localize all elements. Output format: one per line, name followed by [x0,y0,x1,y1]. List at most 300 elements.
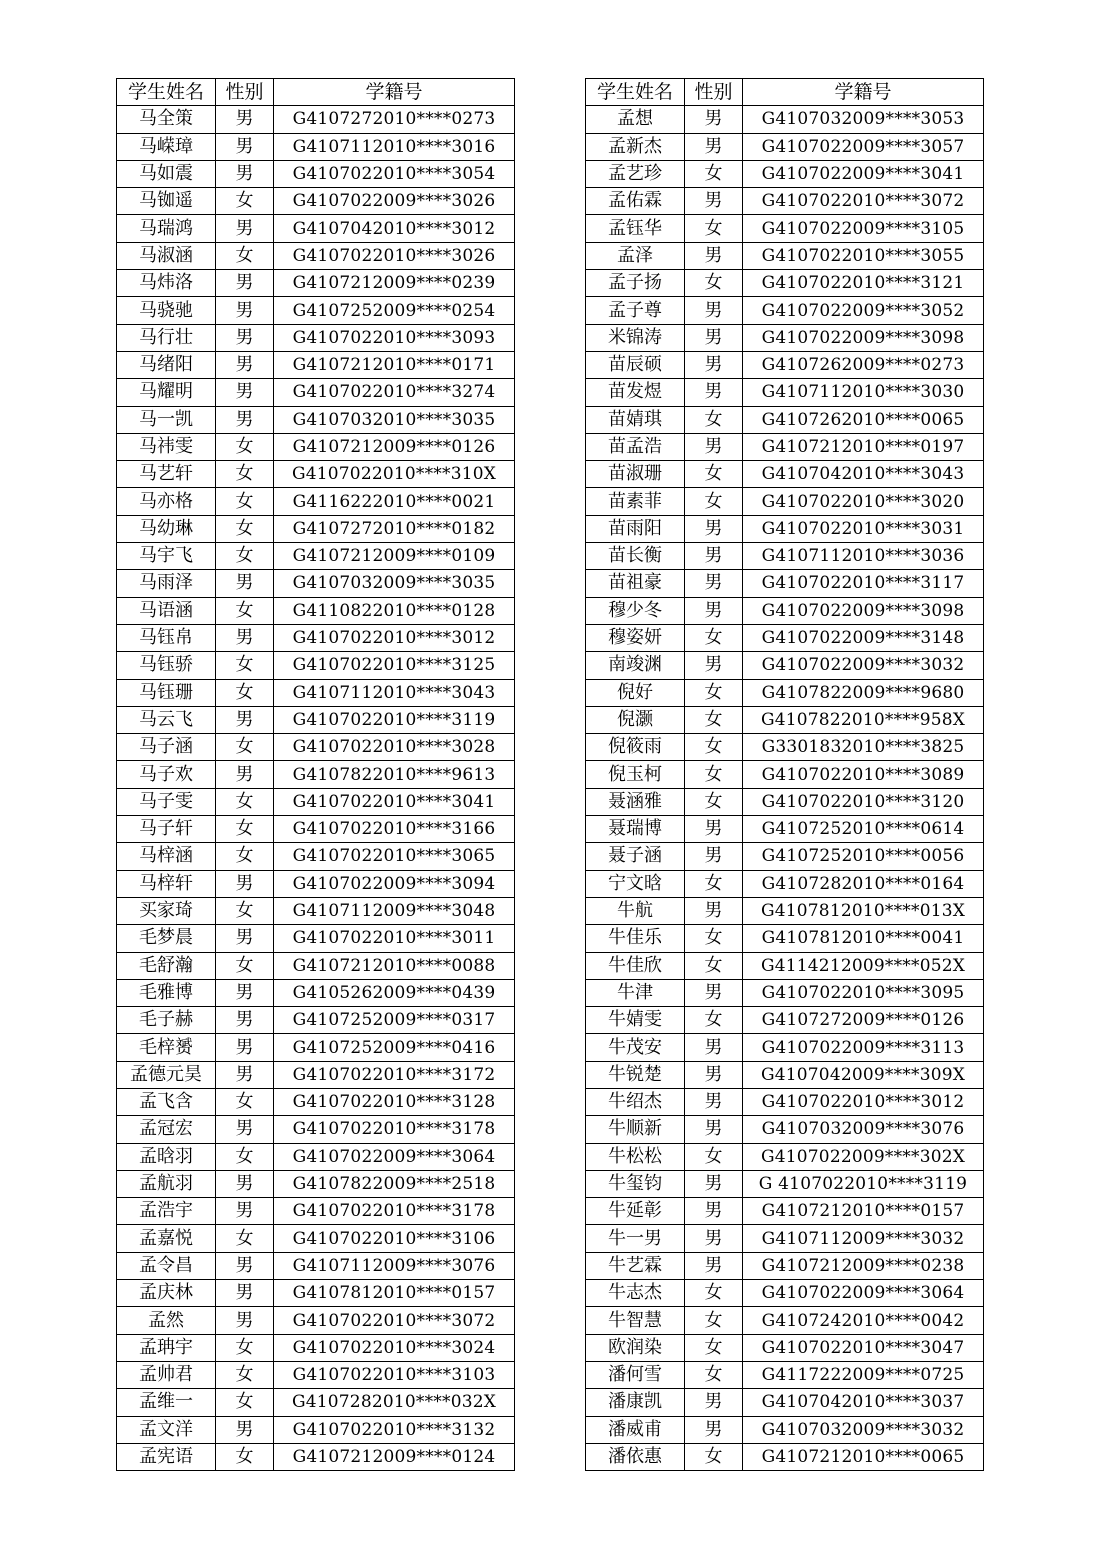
student-name-cell: 孟佑霖 [586,188,685,215]
gender-cell: 男 [685,1061,743,1088]
gender-cell: 男 [216,870,274,897]
student-name-cell: 聂子涵 [586,843,685,870]
table-row [586,652,984,679]
gender-cell: 女 [685,679,743,706]
gender-cell: 女 [685,1361,743,1388]
gender-cell: 女 [685,706,743,733]
gender-cell: 女 [216,952,274,979]
table-row [117,160,515,187]
student-name-cell: 牛顺新 [586,1116,685,1143]
gender-cell: 男 [216,925,274,952]
table-row [117,761,515,788]
table-row [117,1225,515,1252]
gender-cell: 男 [685,188,743,215]
gender-cell: 女 [685,925,743,952]
student-name-cell: 孟然 [117,1307,216,1334]
student-name-cell: 马梓轩 [117,870,216,897]
table-row [117,242,515,269]
student-id-cell: G4107022009****3041 [743,160,984,187]
student-name-cell: 牛津 [586,979,685,1006]
student-name-cell: 牛航 [586,897,685,924]
gender-cell: 女 [216,679,274,706]
gender-cell: 男 [216,1416,274,1443]
student-id-cell: G4107032009****3053 [743,106,984,133]
column-header-name: 学生姓名 [117,79,216,106]
gender-cell: 女 [685,788,743,815]
student-name-cell: 马行壮 [117,324,216,351]
student-name-cell: 牛佳乐 [586,925,685,952]
table-row [586,515,984,542]
gender-cell: 男 [216,297,274,324]
gender-cell: 女 [216,1225,274,1252]
gender-cell: 男 [216,1061,274,1088]
table-row [586,1361,984,1388]
gender-cell: 女 [216,734,274,761]
student-id-cell: G4107812010****0157 [274,1280,515,1307]
student-id-cell: G4110822010****0128 [274,597,515,624]
student-name-cell: 潘威甫 [586,1416,685,1443]
student-name-cell: 欧润染 [586,1334,685,1361]
gender-cell: 女 [216,242,274,269]
gender-cell: 男 [216,624,274,651]
gender-cell: 女 [685,461,743,488]
table-row [117,515,515,542]
student-id-cell: G4107022009****3057 [743,133,984,160]
student-id-cell: G4107022010****3089 [743,761,984,788]
gender-cell: 男 [216,379,274,406]
table-row [586,870,984,897]
student-name-cell: 马宇飞 [117,543,216,570]
gender-cell: 女 [685,1280,743,1307]
student-name-cell: 苗素菲 [586,488,685,515]
table-row [117,215,515,242]
table-row [586,270,984,297]
gender-cell: 女 [685,952,743,979]
table-row [586,1389,984,1416]
student-id-cell: G4116222010****0021 [274,488,515,515]
student-name-cell: 苗淑珊 [586,461,685,488]
table-row [117,570,515,597]
gender-cell: 女 [216,1389,274,1416]
student-name-cell: 牛延彰 [586,1198,685,1225]
table-row [117,133,515,160]
table-row [117,788,515,815]
gender-cell: 男 [216,570,274,597]
student-id-cell: G4107022010****3011 [274,925,515,952]
table-row [586,188,984,215]
student-id-cell: G4107112009****3076 [274,1252,515,1279]
student-name-cell: 毛梦晨 [117,925,216,952]
student-name-cell: 米锦涛 [586,324,685,351]
table-row [117,297,515,324]
table-row [586,406,984,433]
student-id-cell: G4107212010****0157 [743,1198,984,1225]
student-id-cell: G4107022010****3119 [274,706,515,733]
student-name-cell: 潘何雪 [586,1361,685,1388]
student-id-cell: G4107022009****302X [743,1143,984,1170]
table-row [586,215,984,242]
table-row [117,543,515,570]
table-row [586,1307,984,1334]
student-id-cell: G4107112010****3030 [743,379,984,406]
student-id-cell: G4107022010****3072 [274,1307,515,1334]
student-id-cell: G4107812010****0041 [743,925,984,952]
student-name-cell: 苗辰硕 [586,351,685,378]
student-id-cell: G4107212009****0109 [274,543,515,570]
table-row [117,897,515,924]
student-id-cell: G4107282010****032X [274,1389,515,1416]
gender-cell: 男 [685,843,743,870]
table-row [117,1280,515,1307]
student-id-cell: G4107252009****0317 [274,1007,515,1034]
table-row [117,1061,515,1088]
student-id-cell: G4107042009****309X [743,1061,984,1088]
student-id-cell: G4107022010****3166 [274,816,515,843]
student-name-cell: 马绪阳 [117,351,216,378]
student-id-cell: G4107022009****3098 [743,324,984,351]
table-row [117,816,515,843]
student-id-cell: G4107112010****3036 [743,543,984,570]
gender-cell: 男 [685,515,743,542]
student-id-cell: G4107022009****3094 [274,870,515,897]
student-name-cell: 马如震 [117,160,216,187]
student-id-cell: G4107282010****0164 [743,870,984,897]
gender-cell: 男 [216,1007,274,1034]
table-row [117,1389,515,1416]
student-id-cell: G4107212009****0126 [274,433,515,460]
gender-cell: 男 [216,761,274,788]
student-name-cell: 马一凯 [117,406,216,433]
student-name-cell: 倪筱雨 [586,734,685,761]
student-roster-table-right [585,78,984,1471]
student-name-cell: 马祎雯 [117,433,216,460]
student-id-cell: G4107022010****3120 [743,788,984,815]
gender-cell: 女 [685,1334,743,1361]
student-name-cell: 苗长衡 [586,543,685,570]
student-name-cell: 牛松松 [586,1143,685,1170]
student-name-cell: 孟珃宇 [117,1334,216,1361]
student-name-cell: 孟嘉悦 [117,1225,216,1252]
gender-cell: 女 [685,488,743,515]
table-row [586,324,984,351]
gender-cell: 男 [216,133,274,160]
student-id-cell: G4107112010****3016 [274,133,515,160]
table-row [586,379,984,406]
gender-cell: 男 [685,242,743,269]
gender-cell: 男 [216,1307,274,1334]
student-id-cell: G4105262009****0439 [274,979,515,1006]
student-name-cell: 马雨泽 [117,570,216,597]
student-name-cell: 宁文晗 [586,870,685,897]
student-name-cell: 马钰帛 [117,624,216,651]
gender-cell: 男 [685,1252,743,1279]
gender-cell: 女 [216,488,274,515]
student-id-cell: G4107252010****0056 [743,843,984,870]
table-row [586,1198,984,1225]
student-name-cell: 孟庆林 [117,1280,216,1307]
student-name-cell: 穆少冬 [586,597,685,624]
gender-cell: 女 [685,1143,743,1170]
student-id-cell: G4107022010****3128 [274,1088,515,1115]
student-id-cell: G4107022009****3052 [743,297,984,324]
table-row [117,952,515,979]
table-row [586,1034,984,1061]
table-row [117,706,515,733]
table-row [117,351,515,378]
gender-cell: 男 [685,106,743,133]
student-id-cell: G4107022010****3121 [743,270,984,297]
student-id-cell: G4107022010****3106 [274,1225,515,1252]
student-id-cell: G4107032009****3076 [743,1116,984,1143]
student-id-cell: G4107022010****3020 [743,488,984,515]
student-id-cell: G4107822010****9613 [274,761,515,788]
table-row [586,1170,984,1197]
student-id-cell: G4107822009****9680 [743,679,984,706]
gender-cell: 女 [216,897,274,924]
student-id-cell: G4107252009****0416 [274,1034,515,1061]
student-name-cell: 毛梓赟 [117,1034,216,1061]
gender-cell: 男 [685,597,743,624]
student-id-cell: G4107022010****3132 [274,1416,515,1443]
student-id-cell: G3301832010****3825 [743,734,984,761]
gender-cell: 女 [216,1143,274,1170]
student-name-cell: 苗祖豪 [586,570,685,597]
table-row [117,1116,515,1143]
gender-cell: 男 [685,1225,743,1252]
student-name-cell: 牛志杰 [586,1280,685,1307]
student-id-cell: G4107112009****3048 [274,897,515,924]
student-id-cell: G4107242010****0042 [743,1307,984,1334]
column-header-id: 学籍号 [743,79,984,106]
table-row [117,1170,515,1197]
table-row [586,1143,984,1170]
gender-cell: 男 [216,979,274,1006]
student-name-cell: 牛艺霖 [586,1252,685,1279]
gender-cell: 男 [685,816,743,843]
student-name-cell: 孟航羽 [117,1170,216,1197]
student-id-cell: G4107212010****0197 [743,433,984,460]
table-row [586,1007,984,1034]
student-id-cell: G4107272010****0273 [274,106,515,133]
student-name-cell: 马幼琳 [117,515,216,542]
student-name-cell: 马云飞 [117,706,216,733]
table-row [586,543,984,570]
student-name-cell: 孟冠宏 [117,1116,216,1143]
gender-cell: 女 [216,1334,274,1361]
gender-cell: 男 [685,979,743,1006]
student-id-cell: G4107262010****0065 [743,406,984,433]
student-id-cell: G4107022010****3103 [274,1361,515,1388]
student-id-cell: G4107032010****3035 [274,406,515,433]
student-id-cell: G4107822010****958X [743,706,984,733]
gender-cell: 男 [685,1198,743,1225]
table-row [117,1143,515,1170]
gender-cell: 女 [216,515,274,542]
student-name-cell: 马炜洛 [117,270,216,297]
student-name-cell: 马子涵 [117,734,216,761]
table-row [117,433,515,460]
student-name-cell: 孟泽 [586,242,685,269]
gender-cell: 女 [216,816,274,843]
table-row [586,433,984,460]
table-row [586,1334,984,1361]
table-row [586,1252,984,1279]
student-id-cell: G4107022009****3032 [743,652,984,679]
student-name-cell: 孟维一 [117,1389,216,1416]
student-id-cell: G4107022010****3055 [743,242,984,269]
student-name-cell: 孟令昌 [117,1252,216,1279]
gender-cell: 女 [685,1007,743,1034]
student-name-cell: 马铷遥 [117,188,216,215]
gender-cell: 男 [685,1116,743,1143]
student-name-cell: 孟想 [586,106,685,133]
table-row [117,870,515,897]
header-row [586,79,984,106]
student-name-cell: 毛雅博 [117,979,216,1006]
header-row [117,79,515,106]
gender-cell: 女 [685,870,743,897]
table-row [586,106,984,133]
gender-cell: 男 [685,351,743,378]
student-id-cell: G4107032009****3032 [743,1416,984,1443]
gender-cell: 男 [685,652,743,679]
gender-cell: 男 [216,270,274,297]
student-id-cell: G4107042010****3037 [743,1389,984,1416]
student-id-cell: G4107262009****0273 [743,351,984,378]
student-id-cell: G4107022009****3026 [274,188,515,215]
gender-cell: 男 [216,1198,274,1225]
student-name-cell: 孟子扬 [586,270,685,297]
gender-cell: 女 [216,1361,274,1388]
table-row [586,843,984,870]
gender-cell: 女 [685,1307,743,1334]
table-row [586,488,984,515]
table-row [586,1280,984,1307]
student-name-cell: 孟浩宇 [117,1198,216,1225]
student-name-cell: 孟新杰 [586,133,685,160]
student-name-cell: 倪灏 [586,706,685,733]
student-id-cell: G4107022009****3148 [743,624,984,651]
gender-cell: 女 [685,624,743,651]
student-id-cell: G4107022010****3125 [274,652,515,679]
student-name-cell: 聂涵雅 [586,788,685,815]
table-row [586,1416,984,1443]
student-name-cell: 牛婧雯 [586,1007,685,1034]
gender-cell: 女 [216,543,274,570]
student-name-cell: 马钰珊 [117,679,216,706]
student-id-cell: G4107042010****3043 [743,461,984,488]
gender-cell: 男 [216,215,274,242]
table-row [117,461,515,488]
table-row [586,952,984,979]
table-row [586,351,984,378]
student-name-cell: 牛玺钧 [586,1170,685,1197]
student-id-cell: G4107022010****3072 [743,188,984,215]
student-name-cell: 苗孟浩 [586,433,685,460]
column-header-gender: 性别 [216,79,274,106]
table-row [586,1443,984,1470]
student-name-cell: 南竣渊 [586,652,685,679]
student-id-cell: G4107022010****310X [274,461,515,488]
student-name-cell: 马艺轩 [117,461,216,488]
student-id-cell: G4107022009****3113 [743,1034,984,1061]
table-row [586,624,984,651]
table-row [117,1307,515,1334]
gender-cell: 女 [216,788,274,815]
gender-cell: 男 [685,297,743,324]
gender-cell: 女 [685,215,743,242]
gender-cell: 女 [685,406,743,433]
table-row [586,979,984,1006]
student-name-cell: 孟宪语 [117,1443,216,1470]
column-header-gender: 性别 [685,79,743,106]
table-row [586,461,984,488]
student-id-cell: G4107022009****3098 [743,597,984,624]
table-row [117,1443,515,1470]
student-id-cell: G4107112010****3043 [274,679,515,706]
student-name-cell: 马钰骄 [117,652,216,679]
student-name-cell: 毛舒瀚 [117,952,216,979]
table-row [117,843,515,870]
student-id-cell: G4114212009****052X [743,952,984,979]
table-row [117,624,515,651]
gender-cell: 男 [685,433,743,460]
student-id-cell: G4107212010****0171 [274,351,515,378]
student-id-cell: G4107252010****0614 [743,816,984,843]
student-id-cell: G4107022010****3172 [274,1061,515,1088]
gender-cell: 女 [216,597,274,624]
table-row [117,106,515,133]
table-row [117,270,515,297]
student-roster-table-left [116,78,515,1471]
student-name-cell: 马亦格 [117,488,216,515]
student-name-cell: 倪玉柯 [586,761,685,788]
table-row [586,897,984,924]
gender-cell: 女 [216,652,274,679]
table-row [117,925,515,952]
table-row [117,324,515,351]
student-name-cell: 马子雯 [117,788,216,815]
table-row [586,706,984,733]
student-name-cell: 马淑涵 [117,242,216,269]
student-id-cell: G4107022010****3012 [274,624,515,651]
student-id-cell: G4107272009****0126 [743,1007,984,1034]
gender-cell: 男 [216,1034,274,1061]
student-id-cell: G4107022009****3105 [743,215,984,242]
student-name-cell: 苗雨阳 [586,515,685,542]
student-name-cell: 孟晗羽 [117,1143,216,1170]
student-name-cell: 牛智慧 [586,1307,685,1334]
table-row [586,679,984,706]
student-name-cell: 潘康凯 [586,1389,685,1416]
student-id-cell: G4107252009****0254 [274,297,515,324]
student-id-cell: G4107022010****3274 [274,379,515,406]
student-name-cell: 马子轩 [117,816,216,843]
student-name-cell: 牛锐楚 [586,1061,685,1088]
table-row [117,1034,515,1061]
student-id-cell: G4107212009****0124 [274,1443,515,1470]
gender-cell: 女 [685,1443,743,1470]
student-name-cell: 马骁驰 [117,297,216,324]
student-id-cell: G4107022009****3064 [274,1143,515,1170]
gender-cell: 男 [216,324,274,351]
student-id-cell: G4107022010****3041 [274,788,515,815]
student-id-cell: G4107822009****2518 [274,1170,515,1197]
student-id-cell: G4107022010****3028 [274,734,515,761]
student-id-cell: G4107022010****3024 [274,1334,515,1361]
student-name-cell: 马子欢 [117,761,216,788]
gender-cell: 男 [216,1116,274,1143]
